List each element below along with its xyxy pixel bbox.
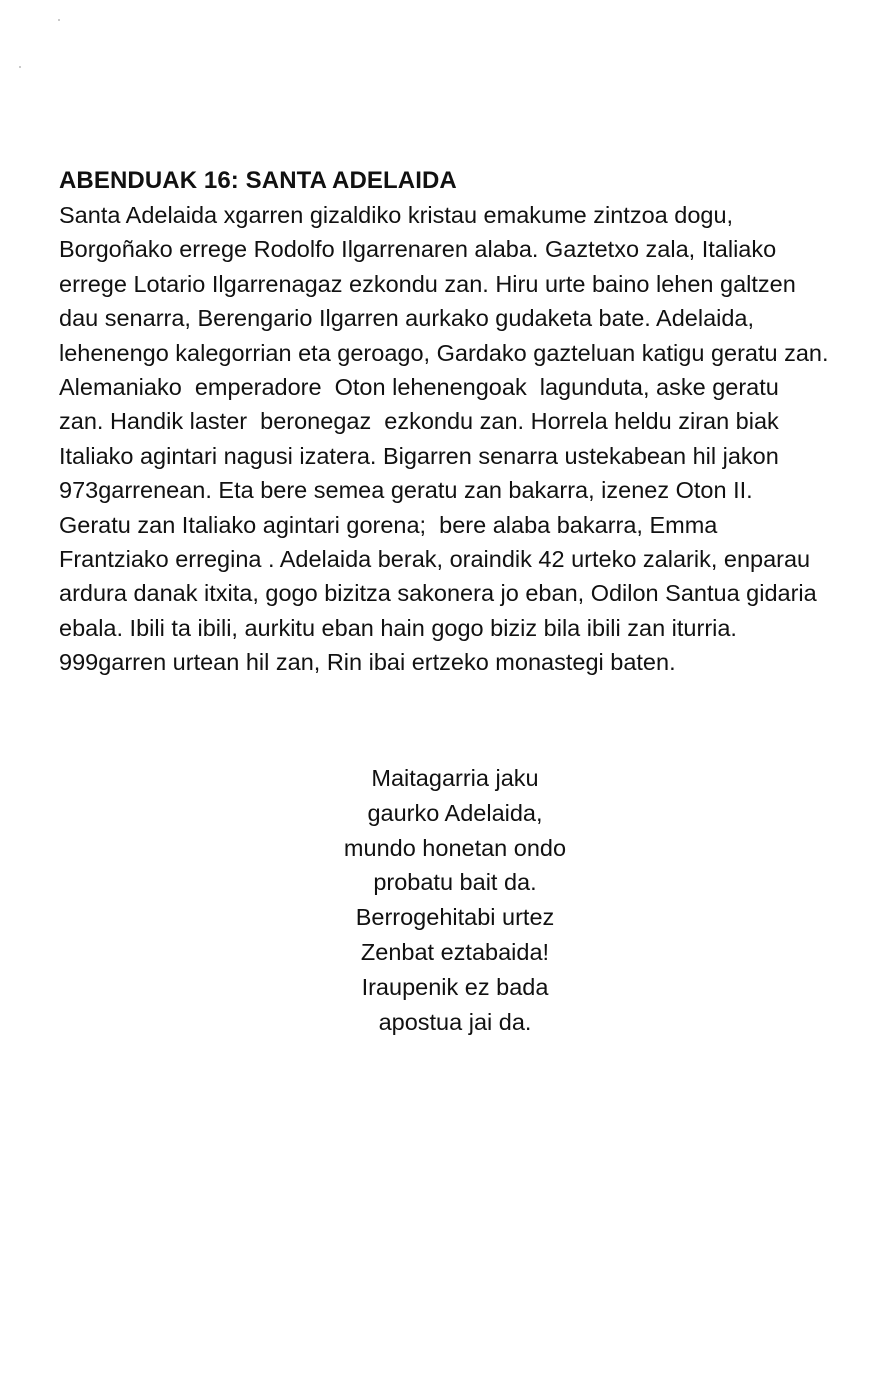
poem-line: probatu bait da. <box>373 869 537 896</box>
scan-speck <box>58 19 60 21</box>
poem-line: gaurko Adelaida, <box>367 799 543 826</box>
saint-article <box>59 164 859 680</box>
article-line: Borgoñako errege Rodolfo Ilgarrenaren alaba. Gaztetxo zala, Italiako <box>59 236 777 263</box>
poem-line: mundo honetan ondo <box>343 834 567 861</box>
poem-line: Zenbat eztabaida! <box>360 938 550 965</box>
article-line: Alemaniako emperadore Oton lehenengoak lagunduta, aske geratu <box>59 374 779 401</box>
article-line: lehenengo kalegorrian eta geroago, Gardako gazteluan katigu geratu zan. <box>59 339 829 366</box>
article-line: Italiako agintari nagusi izatera. Bigarren senarra ustekabean hil jakon <box>59 442 779 469</box>
article-line: errege Lotario Ilgarrenagaz ezkondu zan. Hiru urte baino lehen galtzen <box>59 270 796 297</box>
article-line: 999garren urtean hil zan, Rin ibai ertzeko monastegi baten. <box>59 649 676 676</box>
article-line: 973garrenean. Eta bere semea geratu zan bakarra, izenez Oton II. <box>59 477 753 504</box>
article-line: ardura danak itxita, gogo bizitza sakonera jo eban, Odilon Santua gidaria <box>59 580 817 607</box>
article-heading: ABENDUAK 16: SANTA ADELAIDA <box>59 167 457 194</box>
article-line: Geratu zan Italiako agintari gorena; bere alaba bakarra, Emma <box>59 511 718 538</box>
poem-line: Maitagarria jaku <box>371 765 539 791</box>
article-line: dau senarra, Berengario Ilgarren aurkako gudaketa bate. Adelaida, <box>59 305 755 332</box>
poem-verse <box>255 761 655 1039</box>
poem-line: Berrogehitabi urtez <box>355 904 555 931</box>
article-line: Frantziako erregina . Adelaida berak, oraindik 42 urteko zalarik, enparau <box>59 546 811 573</box>
poem-line: Iraupenik ez bada <box>361 973 549 1000</box>
scan-speck <box>19 66 21 68</box>
poem-line: apostua jai da. <box>378 1008 532 1035</box>
article-body <box>59 198 859 680</box>
article-line: Santa Adelaida xgarren gizaldiko kristau emakume zintzoa dogu, <box>59 202 734 228</box>
article-line: ebala. Ibili ta ibili, aurkitu eban hain gogo biziz bila ibili zan iturria. <box>59 614 737 641</box>
article-line: zan. Handik laster beronegaz ezkondu zan. Horrela heldu ziran biak <box>59 408 779 435</box>
